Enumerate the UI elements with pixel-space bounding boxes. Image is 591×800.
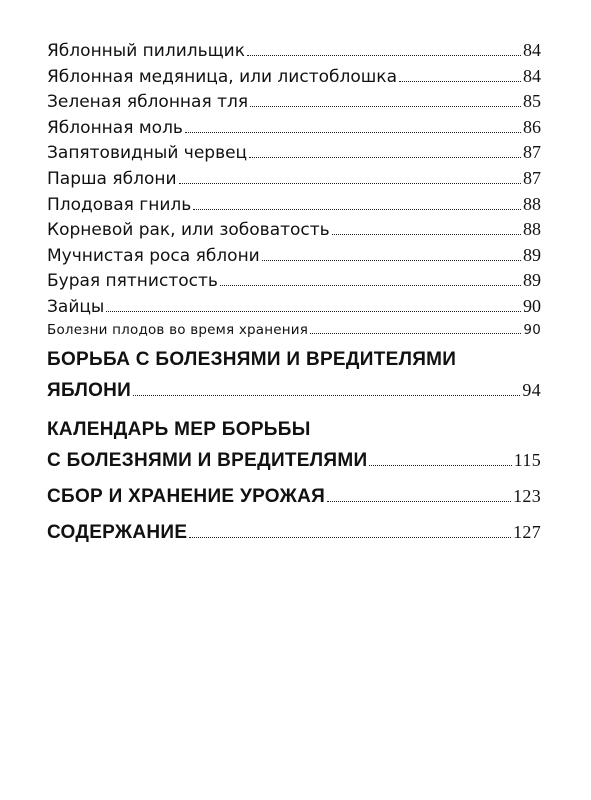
toc-section-heading: [47, 481, 541, 512]
toc-section-heading: [47, 414, 541, 445]
toc-section-page: 123: [513, 485, 541, 506]
toc-section-title-line1: БОРЬБА С БОЛЕЗНЯМИ И ВРЕДИТЕЛЯМИ: [47, 348, 457, 370]
dot-leader: [133, 395, 520, 396]
toc-section-heading: [47, 517, 541, 548]
toc-section-title: СБОР И ХРАНЕНИЕ УРОЖАЯ: [47, 485, 326, 507]
dot-leader: [193, 209, 521, 210]
toc-section-page: 115: [513, 449, 541, 470]
toc-entry-title: Парша яблони: [47, 168, 177, 189]
toc-entry: [47, 320, 541, 340]
dot-leader: [250, 106, 521, 107]
toc-entry-page: 85: [523, 91, 541, 112]
toc-entry-page: 84: [523, 40, 541, 60]
toc-entry-page: 84: [523, 65, 541, 86]
dot-leader: [106, 311, 521, 312]
toc-entry-page: 88: [523, 193, 541, 214]
dot-leader: [220, 285, 521, 286]
dot-leader: [189, 537, 511, 538]
toc-entry: [47, 38, 541, 64]
dot-leader: [247, 55, 521, 56]
toc-entry-page: 86: [523, 116, 541, 137]
toc-entry-title: Яблонная медяница, или листоблошка: [47, 66, 397, 87]
table-of-contents: [47, 38, 541, 548]
toc-entry: [47, 268, 541, 294]
toc-entry-title: Плодовая гниль: [47, 194, 192, 215]
toc-entry-title: Зайцы: [47, 296, 105, 317]
dot-leader: [310, 333, 521, 334]
toc-entry-page: 87: [523, 142, 541, 163]
toc-entry-title: Запятовидный червец: [47, 143, 248, 164]
toc-section-heading: [47, 445, 541, 476]
toc-entry-title: Зеленая яблонная тля: [47, 92, 249, 113]
toc-entry-title: Яблонная моль: [47, 117, 183, 138]
dot-leader: [249, 157, 521, 158]
toc-entry-page: 89: [523, 270, 541, 291]
toc-entry: [47, 64, 541, 90]
toc-entry-page: 87: [523, 167, 541, 188]
toc-entry: [47, 243, 541, 269]
toc-entry-page: 90: [523, 295, 541, 316]
toc-entry: [47, 140, 541, 166]
dot-leader: [332, 234, 521, 235]
toc-section-title-line2: ЯБЛОНИ: [47, 379, 132, 401]
toc-section-heading: [47, 375, 541, 406]
toc-entry: [47, 294, 541, 320]
toc-section-title-line2: С БОЛЕЗНЯМИ И ВРЕДИТЕЛЯМИ: [47, 449, 368, 471]
toc-entry: [47, 89, 541, 115]
toc-entry: [47, 166, 541, 192]
toc-entry-page: 90: [523, 321, 541, 338]
toc-entry: [47, 115, 541, 141]
toc-entry-title: Корневой рак, или зобоватость: [47, 220, 330, 241]
dot-leader: [399, 81, 521, 82]
toc-entry-title: Болезни плодов во время хранения: [47, 321, 309, 338]
toc-entry: [47, 217, 541, 243]
dot-leader: [369, 465, 511, 466]
dot-leader: [327, 501, 511, 502]
toc-entry: [47, 192, 541, 218]
toc-entry-title: Бурая пятнистость: [47, 271, 218, 292]
toc-section-title-line1: КАЛЕНДАРЬ МЕР БОРЬБЫ: [47, 418, 311, 440]
toc-section-heading: [47, 344, 541, 375]
toc-section-page: 94: [522, 379, 541, 400]
dot-leader: [185, 132, 521, 133]
dot-leader: [262, 260, 521, 261]
toc-entry-page: 89: [523, 244, 541, 265]
toc-entry-title: Мучнистая роса яблони: [47, 245, 260, 266]
toc-section-title: СОДЕРЖАНИЕ: [47, 521, 188, 543]
toc-section-page: 127: [513, 521, 541, 542]
toc-entry-page: 88: [523, 219, 541, 240]
dot-leader: [179, 183, 521, 184]
toc-entry-title: Яблонный пилильщик: [47, 41, 245, 61]
